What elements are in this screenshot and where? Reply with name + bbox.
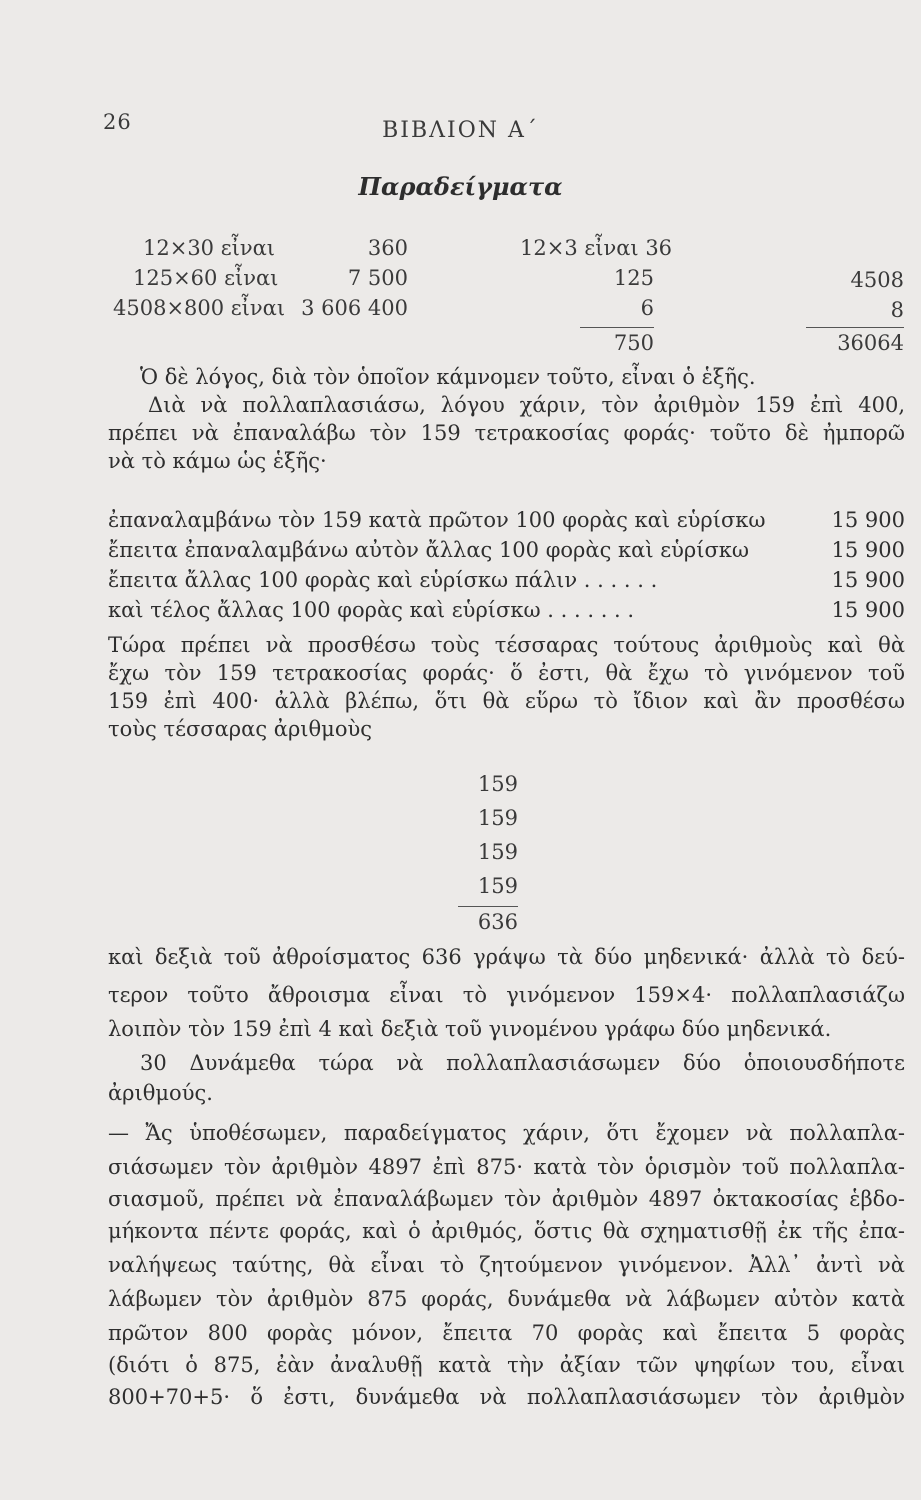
example-left-expr-3: 4508×800 εἶναι	[113, 296, 286, 320]
example-right-rule	[806, 327, 904, 328]
addition-item: 159	[477, 772, 518, 796]
addition-rule	[458, 906, 518, 907]
paragraph-line: 800+70+5· ὅ ἐστι, δυνάμεθα νὰ πολλαπλασιάσωμεν τὸν ἀριθμὸν	[108, 1385, 905, 1409]
example-left-result-3: 3 606 400	[301, 296, 408, 320]
step-row	[108, 538, 905, 562]
step-text: ἔπειτα ἐπαναλαμβάνω αὐτὸν ἄλλας 100 φορὰς καὶ εὑρίσκω	[108, 538, 750, 562]
paragraph-line: (διότι ὁ 875, ἐὰν ἀναλυθῇ κατὰ τὴν ἀξίαν τῶν ψηφίων του, εἶναι	[108, 1353, 905, 1377]
step-value: 15 900	[831, 538, 905, 562]
example-left-result-2: 7 500	[347, 266, 408, 290]
step-row	[108, 598, 905, 622]
paragraph-line: σιάσωμεν τὸν ἀριθμὸν 4897 ἐπὶ 875· κατὰ τὸν ὁρισμὸν τοῦ πολλαπλα-	[108, 1155, 905, 1179]
paragraph-line: μήκοντα πέντε φοράς, καὶ ὁ ἀριθμός, ὅστις θὰ σχηματισθῇ ἐκ τῆς ἐπα-	[108, 1219, 905, 1243]
paragraph-line: Διὰ νὰ πολλαπλασιάσω, λόγου χάριν, τὸν ἀριθμὸν 159 ἐπὶ 400,	[148, 393, 905, 417]
paragraph-line: λάβωμεν τὸν ἀριθμὸν 875 φοράς, δυνάμεθα νὰ λάβωμεν αὐτὸν κατὰ	[108, 1287, 905, 1311]
section-title: Παραδείγματα	[358, 172, 563, 201]
step-value: 15 900	[831, 568, 905, 592]
paragraph-line: Τώρα πρέπει νὰ προσθέσω τοὺς τέσσαρας τούτους ἀριθμοὺς καὶ θὰ	[108, 633, 905, 657]
step-row	[108, 568, 905, 592]
paragraph-line: καὶ δεξιὰ τοῦ ἀθροίσματος 636 γράψω τὰ δύο μηδενικά· ἀλλὰ τὸ δεύ-	[108, 945, 905, 969]
example-right-total: 36064	[837, 331, 904, 355]
paragraph-line: λοιπὸν τὸν 159 ἐπὶ 4 καὶ δεξιὰ τοῦ γινομένου γράφω δύο μηδενικά.	[108, 1017, 832, 1041]
example-right-line-1: 4508	[850, 268, 904, 292]
addition-item: 159	[477, 806, 518, 830]
paragraph-line: ἀριθμούς.	[108, 1081, 213, 1105]
addition-item: 159	[477, 840, 518, 864]
paragraph-reason: Ὁ δὲ λόγος, διὰ τὸν ὁποῖον κάμνομεν τοῦτο, εἶναι ὁ ἑξῆς.	[140, 365, 756, 389]
paragraph-line: τερον τοῦτο ἄθροισμα εἶναι τὸ γινόμενον 159×4· πολλαπλασιάζω	[108, 983, 905, 1007]
addition-total: 636	[477, 910, 518, 934]
example-left-expr-1: 12×30 εἶναι	[143, 236, 276, 260]
paragraph-line: ἔχω τὸν 159 τετρακοσίας φοράς· ὅ ἐστι, θὰ ἔχω τὸ γινόμενον τοῦ	[108, 661, 905, 685]
paragraph-line: 30 Δυνάμεθα τώρα νὰ πολλαπλασιάσωμεν δύο ὁποιουσδήποτε	[140, 1051, 905, 1075]
page-number: 26	[103, 110, 132, 134]
paragraph-line: 159 ἐπὶ 400· ἀλλὰ βλέπω, ὅτι θὰ εὕρω τὸ ἴδιον καὶ ἂν προσθέσω	[108, 689, 905, 713]
step-text: ἐπαναλαμβάνω τὸν 159 κατὰ πρῶτον 100 φορὰς καὶ εὑρίσκω	[108, 508, 766, 532]
example-middle-line-1: 12×3 εἶναι 36	[520, 236, 673, 260]
example-middle-total: 750	[613, 331, 654, 355]
step-value: 15 900	[831, 508, 905, 532]
example-middle-line-2: 125	[613, 266, 654, 290]
addition-item: 159	[477, 874, 518, 898]
paragraph-line: ναλήψεως ταύτης, θὰ εἶναι τὸ ζητούμενον γινόμενον. Ἀλλ᾽ ἀντὶ νὰ	[108, 1253, 905, 1277]
running-head: ΒΙΒΛΙΟΝ Α΄	[382, 118, 539, 143]
step-row	[108, 508, 905, 532]
step-text: ἔπειτα ἄλλας 100 φορὰς καὶ εὑρίσκω πάλιν . . . . . .	[108, 568, 658, 592]
paragraph-line: νὰ τὸ κάμω ὡς ἑξῆς·	[108, 449, 327, 473]
example-left-result-1: 360	[367, 236, 408, 260]
paragraph-line: — Ἄς ὑποθέσωμεν, παραδείγματος χάριν, ὅτι ἔχομεν νὰ πολλαπλα-	[108, 1121, 905, 1145]
example-right-line-2: 8	[890, 298, 904, 322]
paragraph-line: πρέπει νὰ ἐπαναλάβω τὸν 159 τετρακοσίας φοράς· τοῦτο δὲ ἠμπορῶ	[108, 421, 905, 445]
step-text: καὶ τέλος ἄλλας 100 φορὰς καὶ εὑρίσκω . . . . . . .	[108, 598, 635, 622]
paragraph-line: τοὺς τέσσαρας ἀριθμοὺς	[108, 717, 372, 741]
example-left-expr-2: 125×60 εἶναι	[133, 266, 279, 290]
step-value: 15 900	[831, 598, 905, 622]
example-middle-rule	[580, 327, 654, 328]
paragraph-line: σιασμοῦ, πρέπει νὰ ἐπαναλάβωμεν τὸν ἀριθμὸν 4897 ὀκτακοσίας ἑβδο-	[108, 1187, 905, 1211]
example-middle-line-3: 6	[640, 296, 654, 320]
paragraph-line: πρῶτον 800 φορὰς μόνον, ἔπειτα 70 φορὰς καὶ ἔπειτα 5 φορὰς	[108, 1321, 905, 1345]
